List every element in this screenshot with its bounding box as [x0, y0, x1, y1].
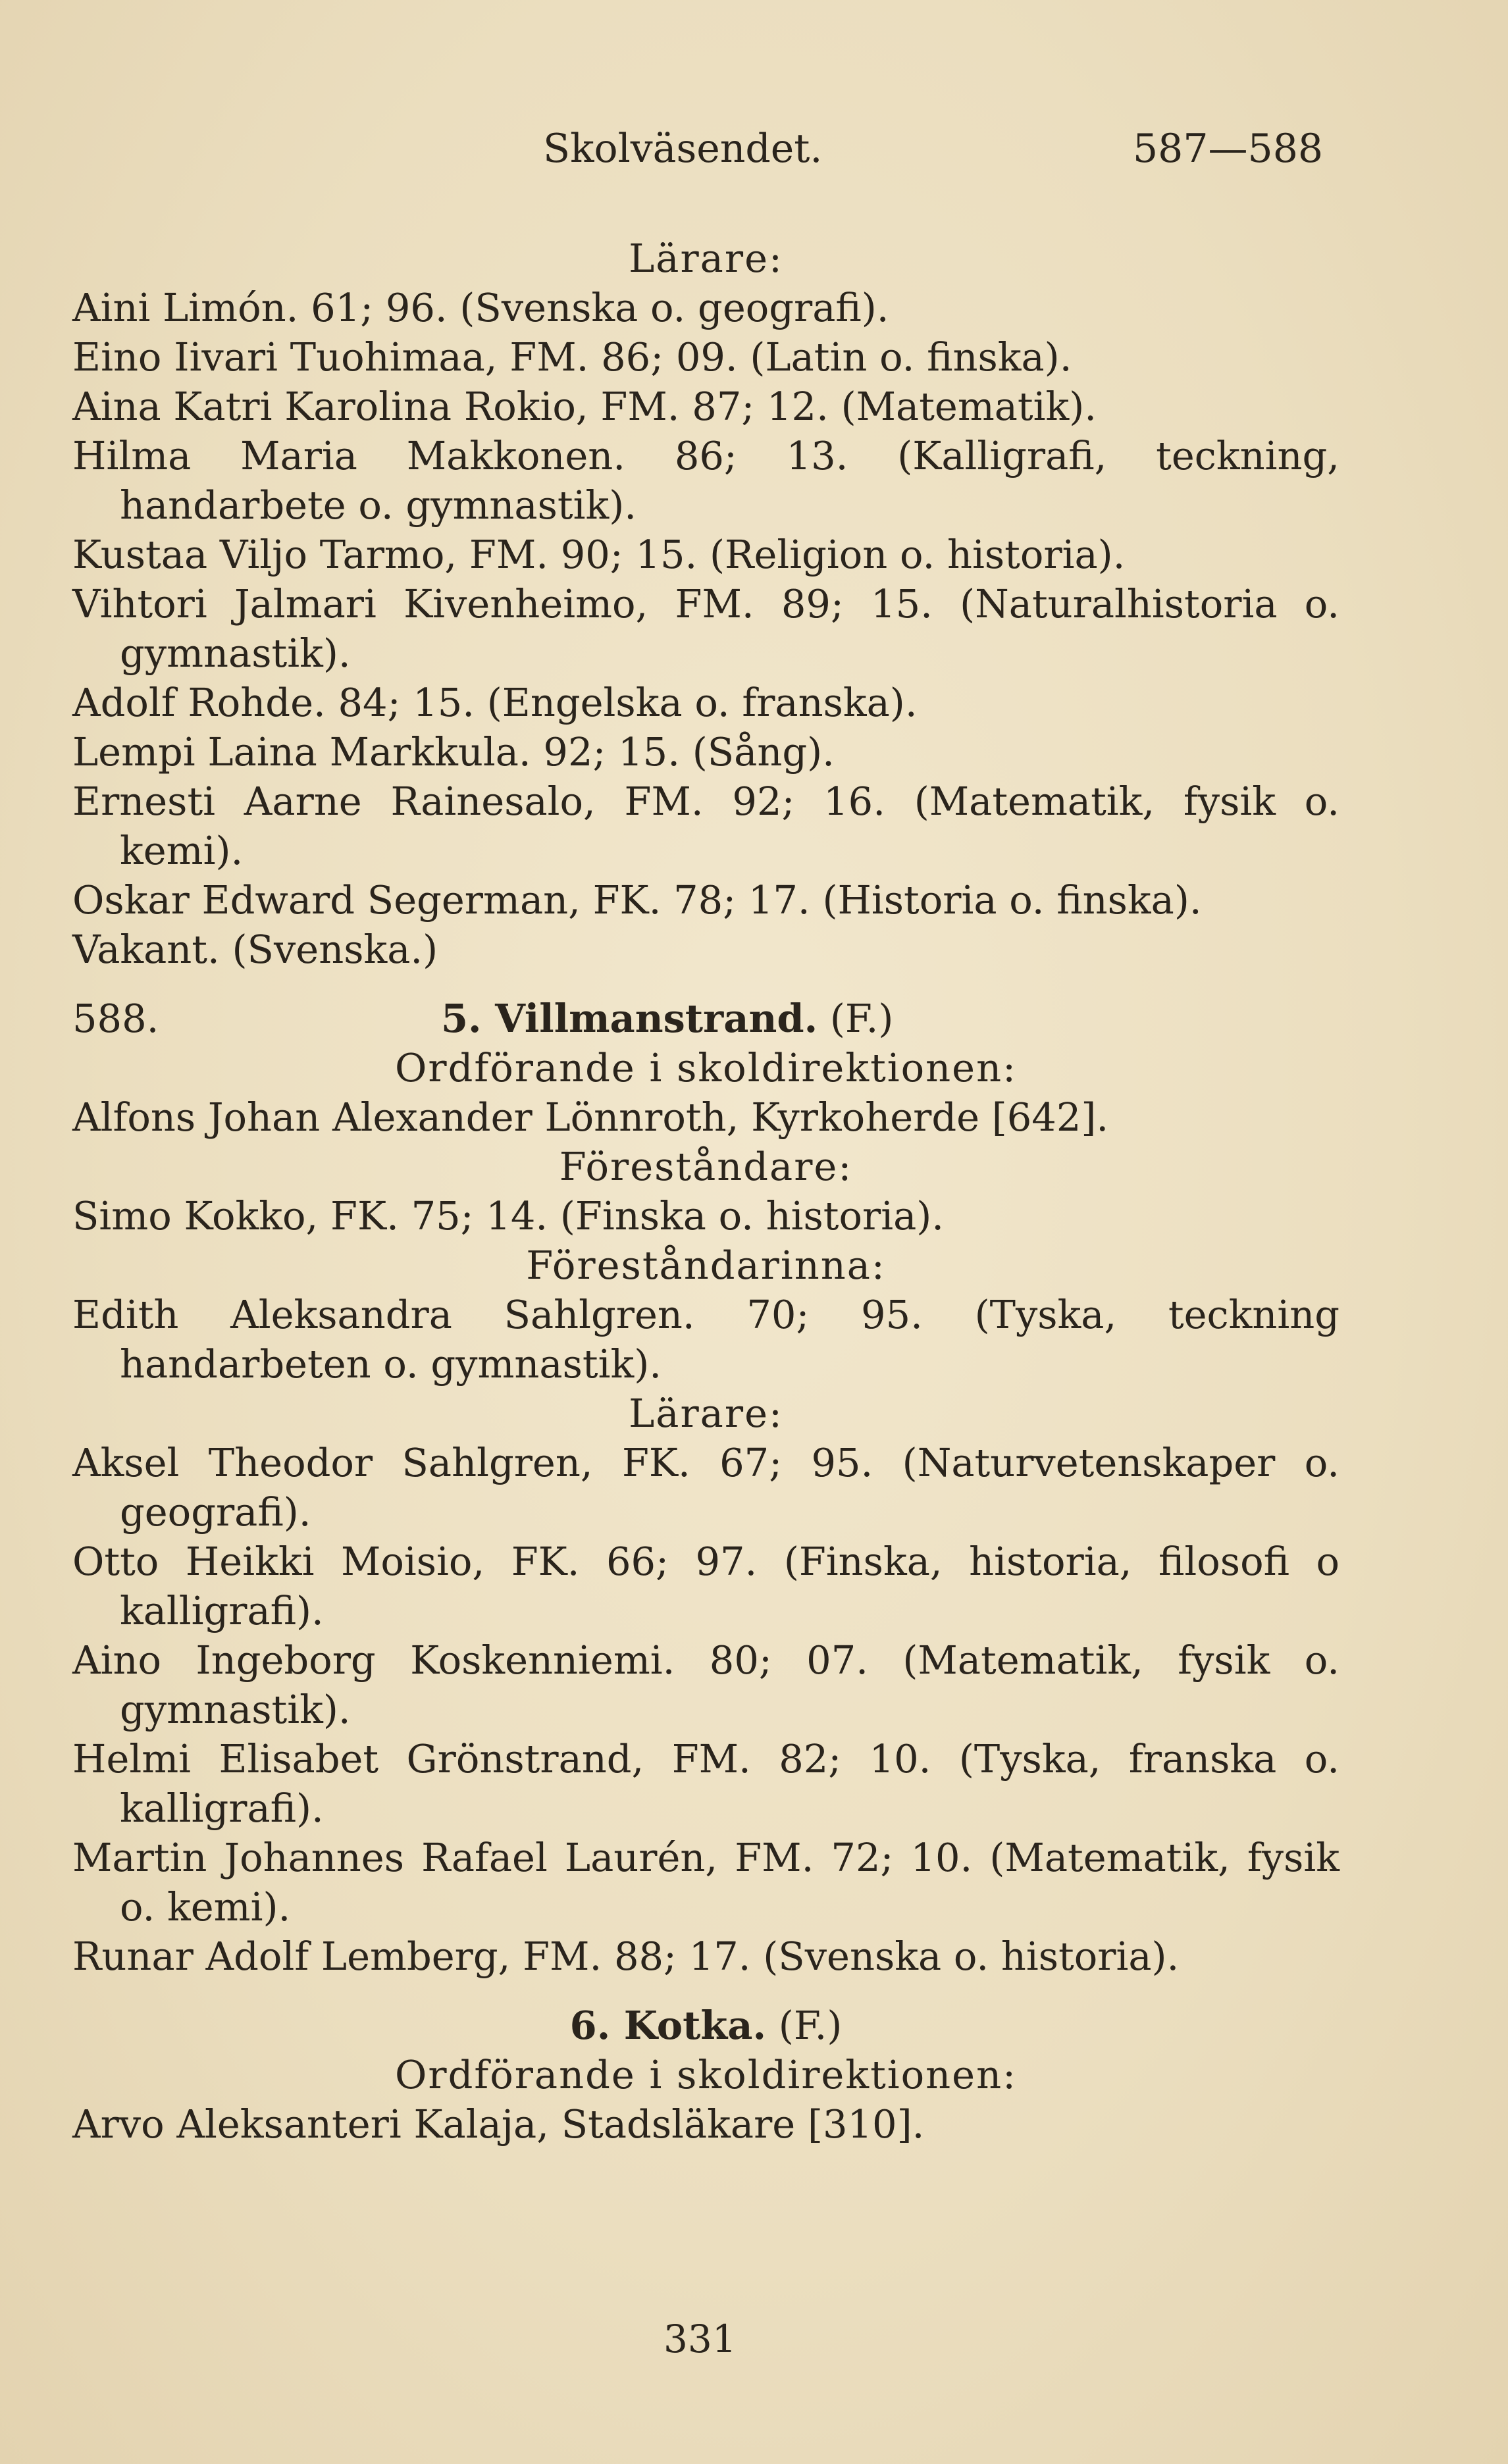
running-head-title: Skolväsendet.: [543, 126, 823, 172]
teachers-heading: Lärare:: [629, 236, 783, 281]
page-body: [72, 234, 1339, 2149]
teacher-entry: Aini Limón. 61; 96. (Svenska o. geografi).: [72, 285, 889, 330]
school-type: (F.): [778, 2003, 843, 2048]
teacher-entry: Otto Heikki Moisio, FK. 66; 97. (Finska, historia, filosofi o kalligrafi).: [72, 1539, 1339, 1633]
teacher-entry: Kustaa Viljo Tarmo, FM. 90; 15. (Religion o. historia).: [72, 532, 1126, 577]
teacher-entry: Oskar Edward Segerman, FK. 78; 17. (Historia o. finska).: [72, 877, 1202, 923]
teacher-entry: Helmi Elisabet Grönstrand, FM. 82; 10. (Tyska, franska o. kalligrafi).: [72, 1736, 1339, 1831]
chair-heading: Ordförande i skoldirektionen:: [395, 1045, 1017, 1091]
teacher-entry: Runar Adolf Lemberg, FM. 88; 17. (Svenska o. historia).: [72, 1934, 1180, 1979]
school-type: (F.): [829, 996, 894, 1041]
teacher-entry: Martin Johannes Rafael Laurén, FM. 72; 10. (Matematik, fysik o. kemi).: [72, 1835, 1339, 1930]
teachers-heading: Lärare:: [629, 1391, 783, 1436]
town-name: 5. Villmanstrand.: [441, 996, 818, 1041]
page-number: 331: [663, 2317, 737, 2361]
section-number: 588.: [72, 996, 159, 1041]
teacher-entry: Eino Iivari Tuohimaa, FM. 86; 09. (Latin o. finska).: [72, 334, 1072, 380]
chair-entry: Arvo Aleksanteri Kalaja, Stadsläkare [310].: [72, 2101, 925, 2147]
teacher-entry: Aksel Theodor Sahlgren, FK. 67; 95. (Naturvetenskaper o. geografi).: [72, 1440, 1339, 1535]
section-588-heading: [72, 994, 1339, 1043]
teacher-entry: Aino Ingeborg Koskenniemi. 80; 07. (Matematik, fysik o. gymnastik).: [72, 1637, 1339, 1732]
teacher-entry: Lempi Laina Markkula. 92; 15. (Sång).: [72, 729, 835, 775]
running-head-column-numbers: 587—588: [1133, 126, 1324, 172]
principal-entry: Simo Kokko, FK. 75; 14. (Finska o. historia).: [72, 1193, 945, 1239]
teacher-entry: Vihtori Jalmari Kivenheimo, FM. 89; 15. (Naturalhistoria o. gymnastik).: [72, 581, 1339, 676]
chair-heading: Ordförande i skoldirektionen:: [395, 2052, 1017, 2097]
kotka-heading: [72, 2001, 1339, 2050]
teacher-entry: Aina Katri Karolina Rokio, FM. 87; 12. (Matematik).: [72, 384, 1097, 429]
principal-female-heading: Föreståndarinna:: [526, 1243, 886, 1288]
teacher-entry: Vakant. (Svenska.): [72, 927, 438, 972]
town-name: 6. Kotka.: [569, 2003, 767, 2048]
chair-entry: Alfons Johan Alexander Lönnroth, Kyrkoherde [642].: [72, 1094, 1109, 1140]
teacher-entry: Adolf Rohde. 84; 15. (Engelska o. franska).: [72, 680, 918, 725]
teacher-entry: Hilma Maria Makkonen. 86; 13. (Kalligrafi, teckning, handarbete o. gymnastik).: [72, 433, 1339, 528]
principal-female-entry: Edith Aleksandra Sahlgren. 70; 95. (Tyska, teckning handarbeten o. gymnastik).: [72, 1292, 1339, 1387]
teacher-entry: Ernesti Aarne Rainesalo, FM. 92; 16. (Matematik, fysik o. kemi).: [72, 779, 1339, 873]
principal-heading: Föreståndare:: [559, 1144, 853, 1189]
